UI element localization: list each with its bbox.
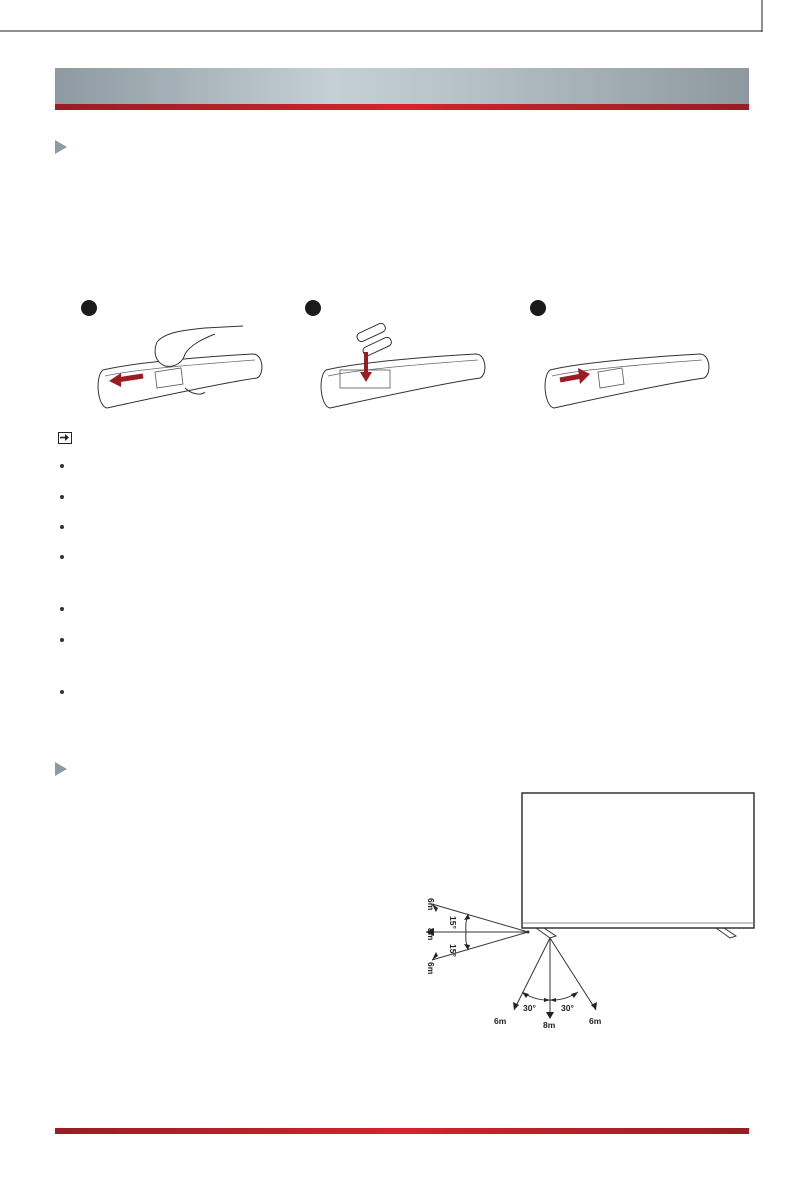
step-1-remote-open-cover-illustration xyxy=(95,322,270,412)
side-angle-upper-label: 15° xyxy=(448,916,458,929)
side-range-line-top xyxy=(432,904,528,932)
footer-rule xyxy=(55,1128,749,1134)
note-bullet xyxy=(60,607,64,611)
front-range-line-right xyxy=(550,938,596,1010)
cut-mark-line xyxy=(0,0,805,32)
front-angle-left-label: 30° xyxy=(523,1003,536,1013)
note-bullet xyxy=(60,464,64,468)
step-2-insert-batteries-illustration xyxy=(318,322,493,412)
header-rule xyxy=(55,104,749,110)
remote-range-diagram xyxy=(410,788,790,1038)
tv-stand-right xyxy=(716,928,736,938)
step-2-badge xyxy=(305,300,321,316)
note-bullet xyxy=(60,495,64,499)
step-3-badge xyxy=(530,300,546,316)
tv-outline xyxy=(522,793,754,928)
section-marker-icon xyxy=(55,762,67,776)
note-bullet xyxy=(60,638,64,642)
note-bullet xyxy=(60,555,64,559)
side-range-line-bottom xyxy=(432,932,528,960)
note-bullet xyxy=(60,690,64,694)
side-range-mid-label: 8m xyxy=(426,928,436,941)
front-range-center-label: 8m xyxy=(543,1020,556,1030)
note-arrow-icon xyxy=(58,432,72,444)
side-range-top-label: 6m xyxy=(426,898,436,911)
front-angle-right-label: 30° xyxy=(561,1003,574,1013)
note-bullet xyxy=(60,525,64,529)
front-range-right-label: 6m xyxy=(589,1016,602,1026)
side-range-bottom-label: 6m xyxy=(426,962,436,975)
section-marker-icon xyxy=(55,140,67,154)
front-range-left-label: 6m xyxy=(494,1016,507,1026)
step-1-badge xyxy=(81,300,97,316)
tv-stand-left xyxy=(536,928,556,938)
header-band xyxy=(55,68,749,104)
side-angle-lower-label: 15° xyxy=(448,944,458,957)
step-3-close-cover-illustration xyxy=(542,322,717,412)
